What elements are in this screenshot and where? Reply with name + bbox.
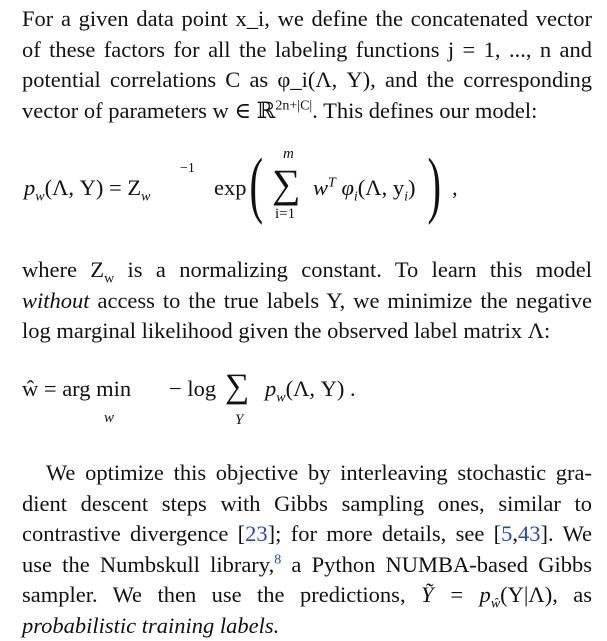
para2-line1-start: where Z (22, 257, 104, 282)
y-tilde: Ỹ (421, 582, 434, 607)
eq1-lhs: $p_w(\Lambda$, $Y) = Z_w$ (24, 175, 150, 201)
eq2-lhs: ŵ = arg min (22, 376, 131, 402)
footnote-8[interactable]: 8 (274, 552, 281, 567)
para2-line2 (22, 286, 592, 317)
citation-23[interactable]: 23 (245, 521, 268, 546)
eq1-z-sub: w (141, 190, 150, 205)
para3-line3-mid: ]; for more details, see [ (268, 521, 501, 546)
eq1-lhs-args: (Λ, Y) = Z (45, 175, 141, 200)
eq1-sum-symbol: ∑ (272, 164, 301, 204)
eq1-lhs-sub: w (35, 190, 44, 205)
para1-line3: potential correlations C as φ_i(Λ, Y), and the corresponding (22, 65, 592, 96)
eq1-close: ) (408, 175, 416, 200)
para2-line2-end: access to the true labels Y, we minimize the negative (90, 288, 592, 313)
eq1-y-sub: i (404, 190, 408, 205)
para3-line4-end: a Python NUMBA-based Gibbs (281, 552, 592, 577)
eq1-sum-bottom: i=1 (275, 206, 295, 223)
equation-objective (22, 374, 582, 434)
paragraph-3 (22, 458, 592, 641)
eq1-phi-args: (Λ, y (358, 175, 404, 200)
citation-5[interactable]: 5 (501, 521, 512, 546)
eq1-phi-sub: i (354, 190, 358, 205)
paragraph-1 (22, 4, 592, 126)
eq1-trailing-comma: , (452, 175, 458, 201)
eq1-sum-top: m (283, 146, 294, 163)
eq2-neg-log: − log (169, 376, 216, 402)
para2-line1-end: is a normalizing constant. To learn this model (114, 257, 592, 282)
para3-line5 (22, 580, 592, 611)
para3-line4-start: use the Numbskull library, (22, 552, 274, 577)
emphasis-without: without (22, 288, 90, 313)
para2-line1 (22, 255, 592, 286)
eq1-transpose: T (328, 176, 336, 191)
para3-line2: dient descent steps with Gibbs sampling ones, similar to (22, 489, 592, 520)
para3-line5-end: (Y|Λ), as (500, 582, 592, 607)
eq2-under-min: w (104, 410, 114, 427)
para3-line4 (22, 550, 592, 581)
para3-line1: We optimize this objective by interleaving stochastic gra- (22, 458, 592, 489)
paragraph-2 (22, 255, 592, 347)
citation-43[interactable]: 43 (518, 521, 541, 546)
eq2-p-sub: w (276, 391, 285, 406)
eq2-sum-under: Y (235, 412, 243, 429)
eq1-body: $w^T$ $\varphi_i(\Lambda$, $y_i$) (313, 175, 415, 201)
para3-line3-start: contrastive divergence [ (22, 521, 245, 546)
para3-line3-comma: , (512, 521, 518, 546)
eq1-left-paren: ( (250, 148, 264, 222)
eq2-sum-symbol: ∑ (225, 370, 249, 404)
para3-line5-start: sampler. We then use the predictions, (22, 582, 421, 607)
equation-model: $p_w(\Lambda$, $Y) = Z_w$ −1 exp ( m ∑ i=1 $w^T$ $\varphi_i(\Lambda$, $y_i$) ) , (24, 148, 584, 238)
para1-line4 (22, 96, 592, 127)
para3-p-sub: ŵ (491, 597, 500, 612)
dimension-superscript: 2n+|C| (275, 98, 312, 113)
eq2-args: (Λ, Y) . (286, 376, 356, 401)
para3-line5-p: = p (434, 582, 491, 607)
para1-line2: of these factors for all the labeling functions j = 1, ..., n and (22, 35, 592, 66)
eq1-exp: exp (214, 175, 247, 201)
para2-line3: log marginal likelihood given the observed label matrix Λ: (22, 316, 592, 347)
para3-line6: probabilistic training labels. (22, 611, 592, 641)
para1-line4-end: . This defines our model: (312, 98, 537, 123)
eq1-right-paren: ) (428, 148, 442, 222)
eq2-term: $p_w(\Lambda$, Y) . (265, 376, 356, 402)
para3-line3-end: ]. We (541, 521, 592, 546)
para1-line4-start: vector of parameters w ∈ ℝ (22, 98, 275, 123)
para3-line3 (22, 519, 592, 550)
para2-z-sub: w (104, 272, 114, 287)
para1-line1: For a given data point x_i, we define the concatenated vector (22, 4, 592, 35)
